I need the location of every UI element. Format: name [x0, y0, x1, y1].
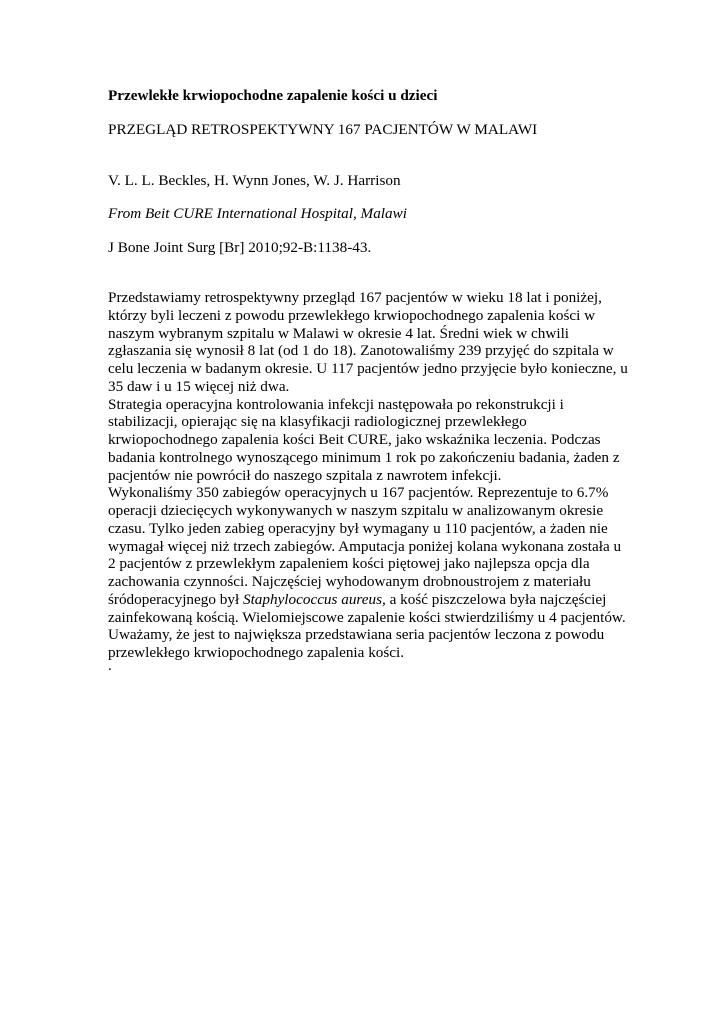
abstract-line [108, 591, 628, 609]
document-subtitle: PRZEGLĄD RETROSPEKTYWNY 167 PACJENTÓW W MALAWI [108, 121, 538, 138]
trailing-period: . [108, 657, 112, 674]
abstract-line: badania kontrolnego wynoszącego minimum 1 rok po zakończeniu badania, żaden z [108, 448, 620, 466]
affiliation-line: From Beit CURE International Hospital, Malawi [108, 205, 407, 222]
abstract-text: a kość piszczelowa była najczęściej [385, 590, 607, 608]
abstract-line: Uważamy, że jest to największa przedstawiana seria pacjentów leczona z powodu [108, 626, 605, 644]
abstract-line: Wykonaliśmy 350 zabiegów operacyjnych u 167 pacjentów. Reprezentuje to 6.7% [108, 484, 609, 502]
abstract-line: celu leczenia w badanym okresie. U 117 pacjentów jedno przyjęcie było konieczne, u [108, 360, 628, 377]
abstract-line: stabilizacji, opierając się na klasyfikacji radiologicznej przewlekłego [108, 413, 527, 431]
abstract-line: wymagał więcej niż trzech zabiegów. Amputacja poniżej kolana wykonana została u [108, 537, 622, 555]
abstract-line: którzy byli leczeni z powodu przewlekłego krwiopochodnego zapalenia kości w [108, 306, 596, 324]
abstract-line: zainfekowaną kością. Wielomiejscowe zapalenie kości stwierdziliśmy u 4 pacjentów. [108, 608, 626, 626]
organism-name: Staphylococcus aureus, [242, 590, 386, 608]
abstract-body [108, 289, 628, 662]
abstract-line: operacji dziecięcych wykonywanych w naszym szpitalu w analizowanym okresie [108, 502, 604, 519]
abstract-line: Przedstawiamy retrospektywny przegląd 167 pacjentów w wieku 18 lat i poniżej, [108, 289, 602, 306]
abstract-line: zachowania czynności. Najczęściej wyhodowanym drobnoustrojem z materiału [108, 573, 591, 590]
abstract-line: 2 pacjentów z przewlekłym zapaleniem kości piętowej jako najlepsza opcja dla [108, 555, 590, 573]
citation-line: J Bone Joint Surg [Br] 2010;92-B:1138-43. [108, 239, 372, 256]
abstract-line: czasu. Tylko jeden zabieg operacyjny był wymagany u 110 pacjentów, a żaden nie [108, 519, 608, 537]
document-title: Przewlekłe krwiopochodne zapalenie kości u dzieci [108, 87, 438, 104]
abstract-line: 35 daw i u 15 więcej niż dwa. [108, 377, 290, 395]
authors-line: V. L. L. Beckles, H. Wynn Jones, W. J. Harrison [108, 172, 401, 189]
abstract-line: pacjentów nie powrócił do naszego szpitala z nawrotem infekcji. [108, 466, 502, 484]
abstract-text: śródoperacyjnego był [108, 590, 243, 608]
abstract-line: Strategia operacyjna kontrolowania infekcji następowała po rekonstrukcji i [108, 395, 564, 413]
abstract-line: przewlekłego krwiopochodnego zapalenia kości. [108, 644, 405, 661]
abstract-line: zgłaszania się wynosił 8 lat (od 1 do 18). Zanotowaliśmy 239 przyjęć do szpitala w [108, 342, 614, 360]
abstract-line: naszym wybranym szpitalu w Malawi w okresie 4 lat. Średni wiek w chwili [108, 324, 570, 342]
abstract-line: krwiopochodnego zapalenia kości Beit CURE, jako wskaźnika leczenia. Podczas [108, 431, 601, 448]
